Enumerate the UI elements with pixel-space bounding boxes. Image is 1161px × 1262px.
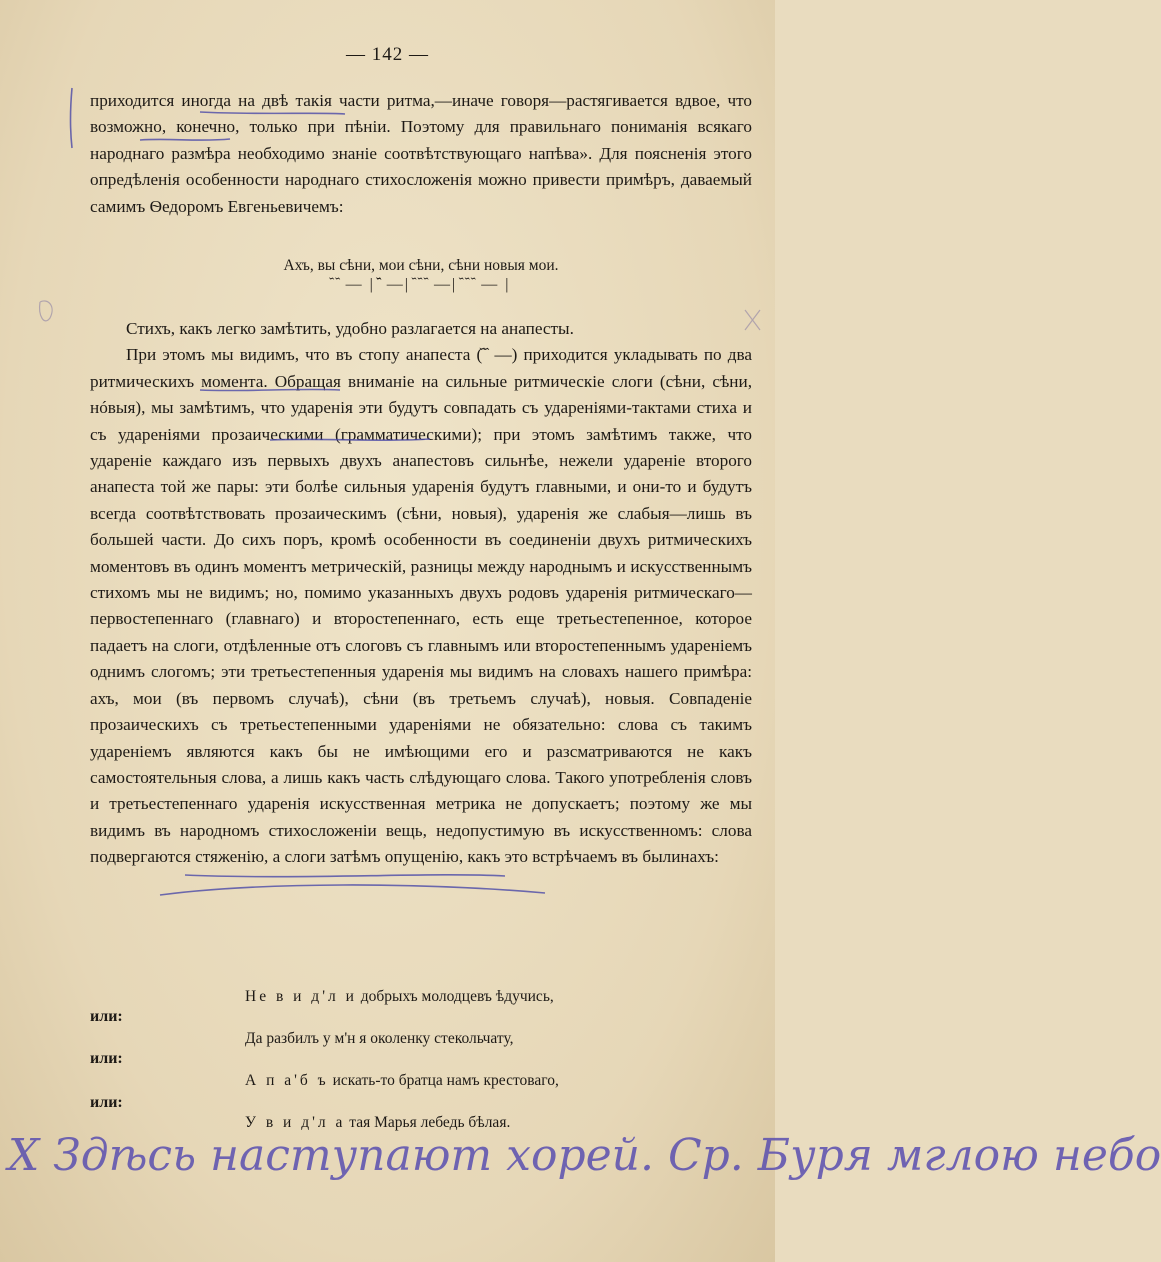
paragraph-2-text: Стихъ, какъ легко замѣтить, удобно разлагается на анапесты. <box>126 319 574 338</box>
pencil-circle-mark <box>40 301 52 321</box>
quote-line-2 <box>245 1030 514 1048</box>
margin-bracket-mark <box>71 88 73 148</box>
handwritten-margin-note: Х Здѣсь наступают хорей. Ср. Буря мглою небо <box>8 1130 1161 1181</box>
example-meter-scheme: ᷈ ᷈ — | ᷈᷈᷈ —| ᷈ ᷈ ᷈ —| ᷈ ᷈ ᷈ — | <box>331 276 511 293</box>
quote-line-2-rest: Да разбилъ у м'н я околенку стекольчату, <box>245 1030 514 1047</box>
ili-label-1: или: <box>90 1008 123 1025</box>
quote-line-3 <box>245 1072 559 1090</box>
quote-line-1 <box>245 988 554 1006</box>
ili-label-3: или: <box>90 1094 123 1111</box>
quote-line-1-spaced: Нe в и д'л и <box>245 988 357 1005</box>
paragraph-3-text: При этомъ мы видимъ, что въ стопу анапеста (᷈ ᷈ —) приходится укладывать по два ритмическихъ момента. Обращая вниманіе на сильные ритмическіе слоги (сѣни, сѣни, нóвыя), мы замѣтимъ, что ударенія эти будутъ совпадать съ удареніями-тактами стиха и съ удареніями прозаическими (грамматическими); при этомъ замѣтимъ также, что удареніе каждаго изъ первыхъ двухъ анапестовъ сильнѣе, нежели удареніе второго анапеста той же пары: эти болѣе сильныя ударенія будутъ главными, и они-то и будутъ всегда соотвѣтствовать прозаическимъ (сѣни, новыя), ударенія же слабыя—лишь въ большей части. До сихъ поръ, кромѣ особенности въ соединеніи двухъ ритмическихъ моментовъ въ одинъ моментъ метрическій, разницы между народнымъ и искусственнымъ стихомъ мы не видимъ; но, помимо указанныхъ двухъ родовъ ударенія ритмическаго—первостепеннаго (главнаго) и второстепеннаго, есть еще третьестепенное, которое падаетъ на слоги, отдѣленные отъ слоговъ съ главнымъ или второстепеннымъ удареніемъ однимъ слогомъ; эти третьестепенныя ударенія мы видимъ на словахъ нашего примѣра: ахъ, мои (въ первомъ случаѣ), сѣни (въ третьемъ случаѣ), новыя. Совпаденіе прозаическихъ съ третьестепенными удареніями не обязательно: слова съ такимъ удареніемъ являются какъ бы не имѣющими его и разсматриваются не какъ самостоятельныя слова, а лишь какъ часть слѣдующаго слова. Такого употребленія словъ и третьестепеннаго ударенія искусственная метрика не допускаетъ; поэтому же мы видимъ въ народномъ стихосложеніи вещь, недопустимую въ искусственномъ: слова подвергаются стяженію, а слоги затѣмъ опущенію, какъ это встрѣчаемъ въ былинахъ: <box>90 345 752 867</box>
underline-mark <box>185 875 505 877</box>
quote-line-4-rest: тая Марья лебедь бѣлая. <box>345 1114 511 1131</box>
underline-mark <box>160 885 545 895</box>
paragraph-1-text: приходится иногда на двѣ такія части ритма,—иначе говоря—растягивается вдвое, что возможно, конечно, только при пѣніи. Поэтому для правильнаго пониманія всякаго народнаго размѣра необходимо знаніе соотвѣтствующаго напѣва». Для поясненія этого опредѣленія особенности народнаго стихосложенія можно привести примѣръ, даваемый самимъ Ѳедоромъ Евгеньевичемъ: <box>90 91 752 216</box>
quote-line-3-rest: искать-то братца намъ крестоваго, <box>328 1072 559 1089</box>
quote-line-3-spaced: А п а'б ъ <box>245 1072 329 1089</box>
quote-line-4-spaced: У в и д'л а <box>245 1114 346 1131</box>
example-verse: Ахъ, вы сѣни, мои сѣни, сѣни новыя мои. <box>283 257 559 274</box>
ili-label-2: или: <box>90 1050 123 1067</box>
paragraph-1 <box>90 88 752 220</box>
page-number: — 142 — <box>346 44 429 65</box>
quote-line-1-rest: добрыхъ молодцевъ ѣдучись, <box>356 988 554 1005</box>
paragraph-2 <box>90 316 752 871</box>
